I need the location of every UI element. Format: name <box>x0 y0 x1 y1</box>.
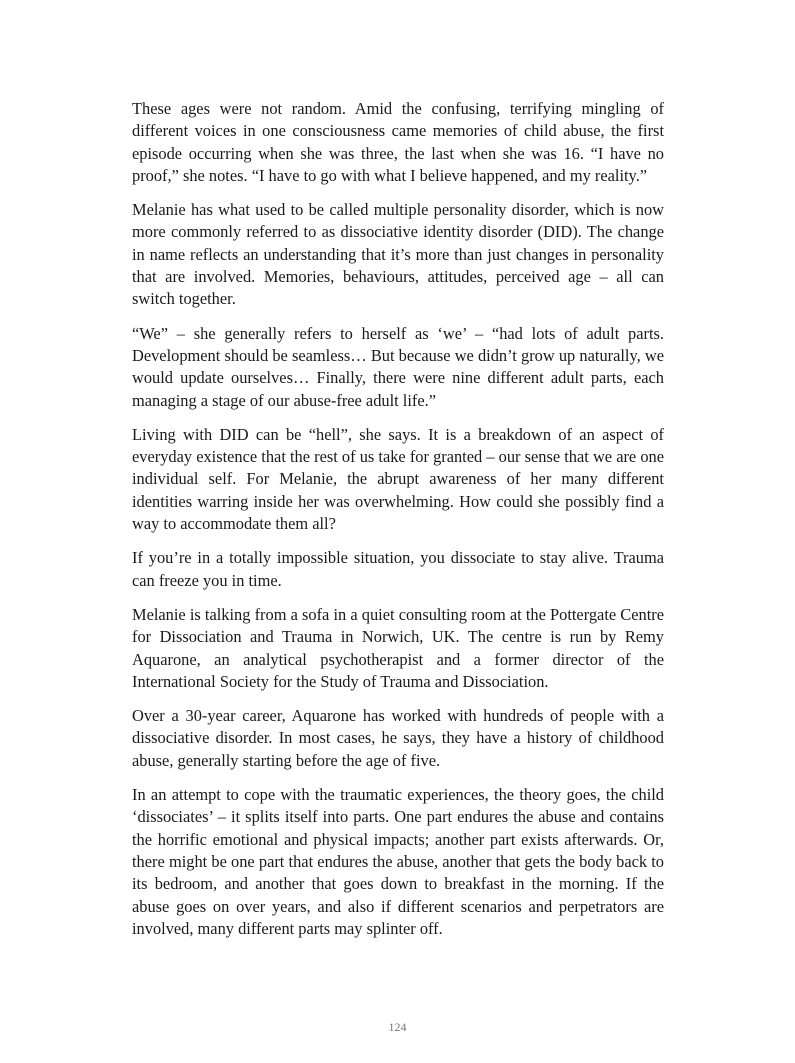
paragraph: “We” – she generally refers to herself as ‘we’ – “had lots of adult parts. Development should be seamless… But because we didn’t grow up naturally, we would update ourselves… Finally, there were nine different adult parts, each managing a stage of our abuse-free adult life.” <box>132 323 664 410</box>
paragraph: Melanie has what used to be called multiple personality disorder, which is now more commonly referred to as dissociative identity disorder (DID). The change in name reflects an understanding that it’s more than just changes in personality that are involved. Memories, behaviours, attitudes, perceived age – all can switch together. <box>132 200 664 309</box>
paragraph: Over a 30-year career, Aquarone has worked with hundreds of people with a dissociative disorder. In most cases, he says, they have a history of childhood abuse, generally starting before the age of five. <box>132 706 664 770</box>
paragraph: Living with DID can be “hell”, she says. It is a breakdown of an aspect of everyday existence that the rest of us take for granted – our sense that we are one individual self. For Melanie, the abrupt awareness of her many different identities warring inside her was overwhelming. How could she possibly find a way to accommodate them all? <box>132 424 664 534</box>
paragraph: Melanie is talking from a sofa in a quiet consulting room at the Pottergate Centre for Dissociation and Trauma in Norwich, UK. The centre is run by Remy Aquarone, an analytical psychotherapist and a former director of the International Society for the Study of Trauma and Dissociation. <box>132 604 664 691</box>
body-text <box>132 98 664 952</box>
page-number: 124 <box>388 1020 407 1034</box>
paragraph: If you’re in a totally impossible situation, you dissociate to stay alive. Trauma can freeze you in time. <box>132 548 664 590</box>
paragraph: In an attempt to cope with the traumatic experiences, the theory goes, the child ‘dissociates’ – it splits itself into parts. One part endures the abuse and contains the horrific emotional and physical impacts; another part exists afterwards. Or, there might be one part that endures the abuse, another that gets the body back to its bedroom, and another that goes down to breakfast in the morning. If the abuse goes on over years, and also if different scenarios and perpetrators are involved, many different parts may splinter off. <box>132 785 664 938</box>
paragraph: These ages were not random. Amid the confusing, terrifying mingling of different voices in one consciousness came memories of child abuse, the first episode occurring when she was three, the last when she was 16. “I have no proof,” she notes. “I have to go with what I believe happened, and my reality.” <box>132 99 664 185</box>
